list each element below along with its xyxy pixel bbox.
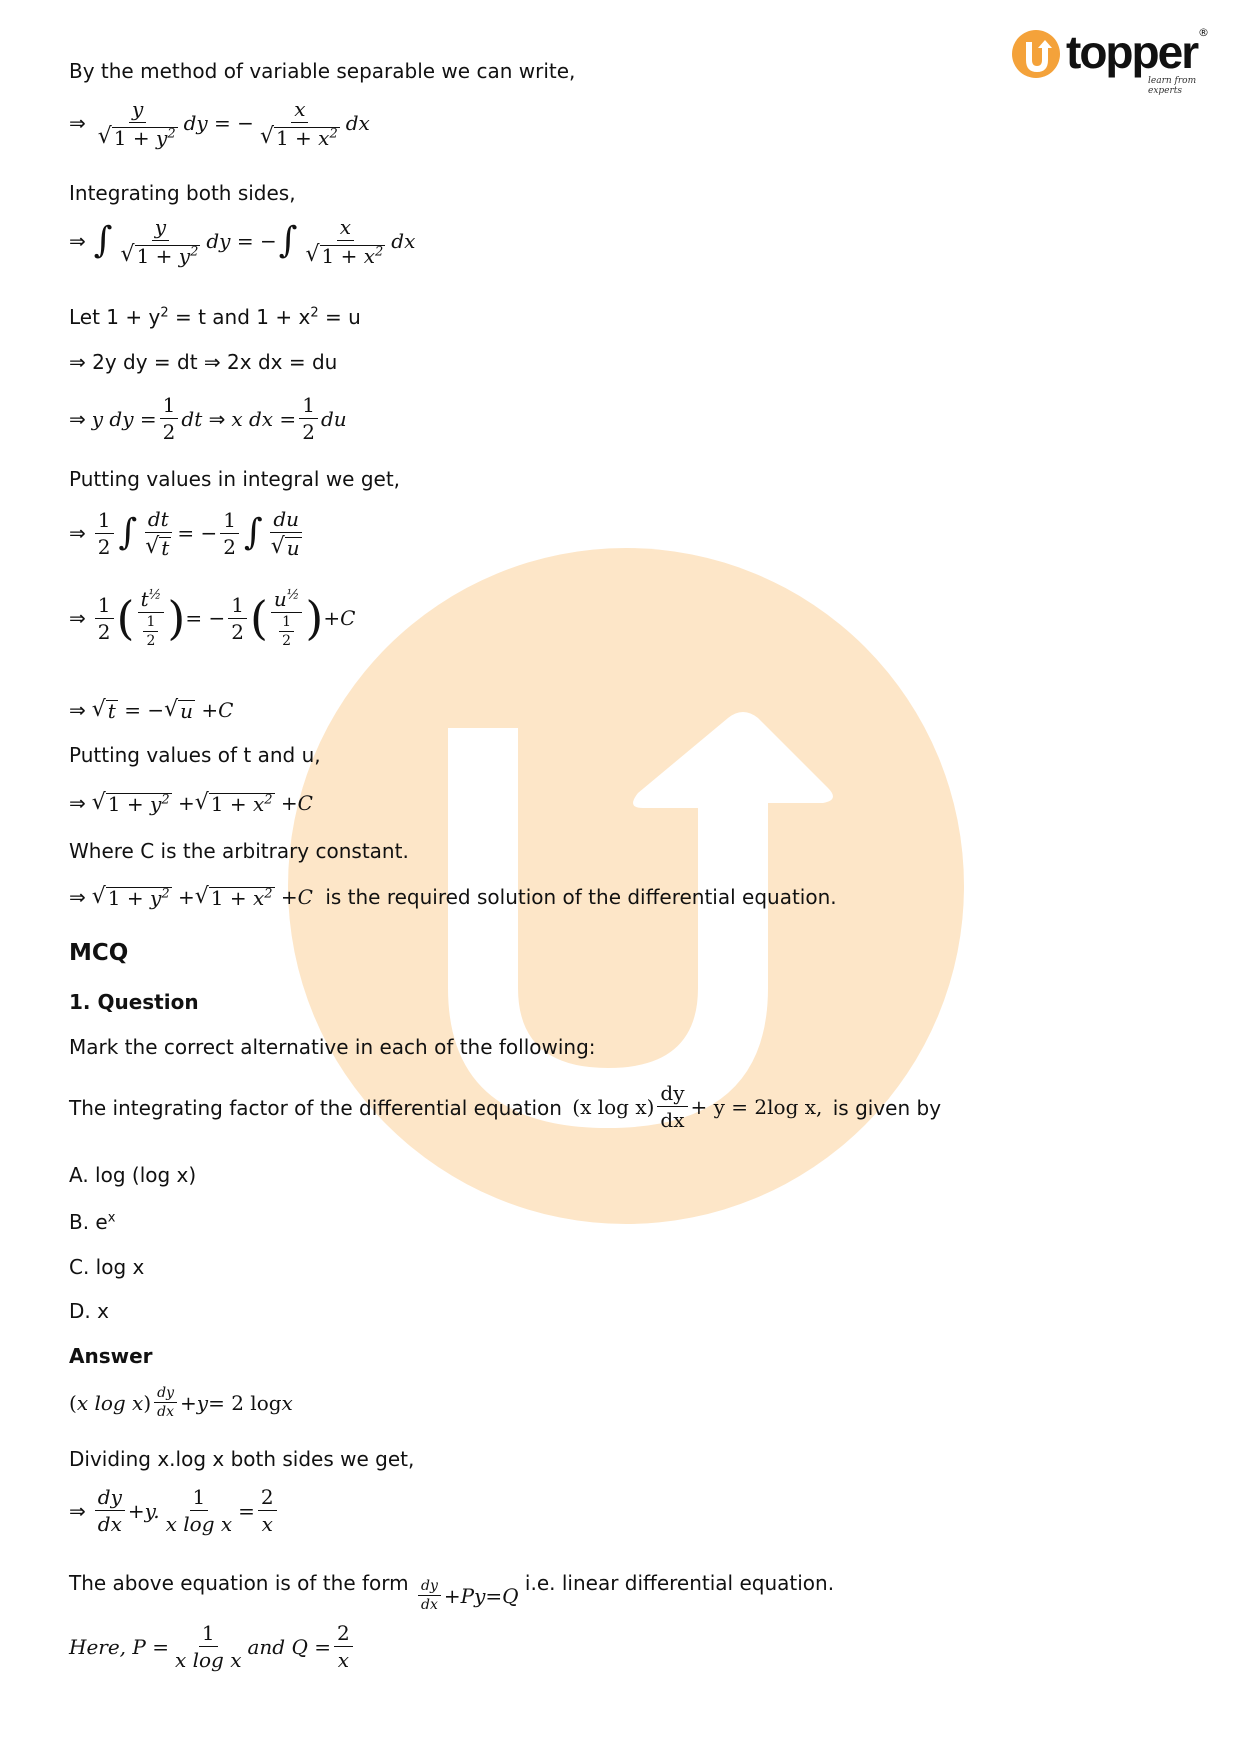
equation-p-q: Here, P = $\frac{1}{\text{x log x}}$ and Q = $\frac{2}{x}$ [69,1622,356,1671]
equation-half-differentials: ⇒ y dy = $\frac{1}{2}$ dt ⇒ x dx = $\frac{1}{2}$ du [69,393,347,444]
equation-substituted-integral: ⇒ $\frac{1}{2}$ ∫ dt √ t = − $\frac{1}{2}$ ∫ du √ u [69,508,308,558]
equation-separable: ⇒ y √ $1 + y^2$ dy = − x √ $1 + x^2$ dx [69,97,370,150]
option-d: D. x [69,1299,109,1323]
topper-logo [1012,26,1212,96]
text-putting-values: Putting values in integral we get, [69,467,401,491]
question-text: The integrating factor of the differential equation (x log x) $\frac{dy}{dx}$ + y = 2log x, is given by [69,1081,942,1132]
text-linear-form: The above equation is of the form $\frac{dy}{dx}$ + Py = Q i.e. linear differential equation. [69,1571,835,1613]
text-dividing: Dividing x.log x both sides we get, [69,1447,415,1471]
answer-heading: Answer [69,1344,153,1368]
topper-tagline: learn from experts [1148,76,1197,96]
equation-given: ( x log x ) $\frac{dy}{dx}$ + y = 2 log x [69,1385,293,1420]
section-heading-mcq: MCQ [69,940,129,966]
option-b: B. $e^x$ [69,1210,116,1234]
equation-final: ⇒ √ $1 + y^2$ + √ $1 + x^2$ + C [69,790,313,816]
equation-sqrt-result: ⇒ √ t = − √ u + C [69,697,234,723]
question-instruction: Mark the correct alternative in each of the following: [69,1035,596,1059]
topper-logo-icon [1012,30,1060,78]
text-substitution: Let $1 + y^2 = t$ and $1 + x^2 = u$ [69,305,361,329]
equation-integrated: ⇒ $\frac{1}{2}$ ( $\frac{t^{\frac{1}{2}}}{\frac{1}{2}}$ ) = − $\frac{1}{2}$ ( $\frac{u^{\frac{1}{2}}}{\frac{1}{2}}$ ) + C [69,587,356,649]
option-c: C. log x [69,1255,145,1279]
option-a: A. log (log x) [69,1163,197,1187]
text-arbitrary-constant: Where C is the arbitrary constant. [69,839,409,863]
equation-divided: ⇒ $\frac{dy}{dx}$ + y. $\frac{1}{\text{x log x}}$ = $\frac{2}{x}$ [69,1486,280,1535]
equation-integral: ⇒ ∫ y √ $1 + y^2$ dy = − ∫ x √ $1 + x^2$ dx [69,215,416,268]
text-integrating: Integrating both sides, [69,181,296,205]
registered-mark: ® [1198,26,1209,39]
text-putting-t-u: Putting values of t and u, [69,743,321,767]
equation-solution: ⇒ √ $1 + y^2$ + √ $1 + x^2$ + C is the required solution of the differential equation. [69,884,837,910]
topper-logo-word: topper [1066,26,1198,78]
question-heading: 1. Question [69,990,199,1014]
text-differentials: ⇒ 2y dy = dt ⇒ 2x dx = du [69,350,338,374]
text-line-1: By the method of variable separable we can write, [69,59,576,83]
